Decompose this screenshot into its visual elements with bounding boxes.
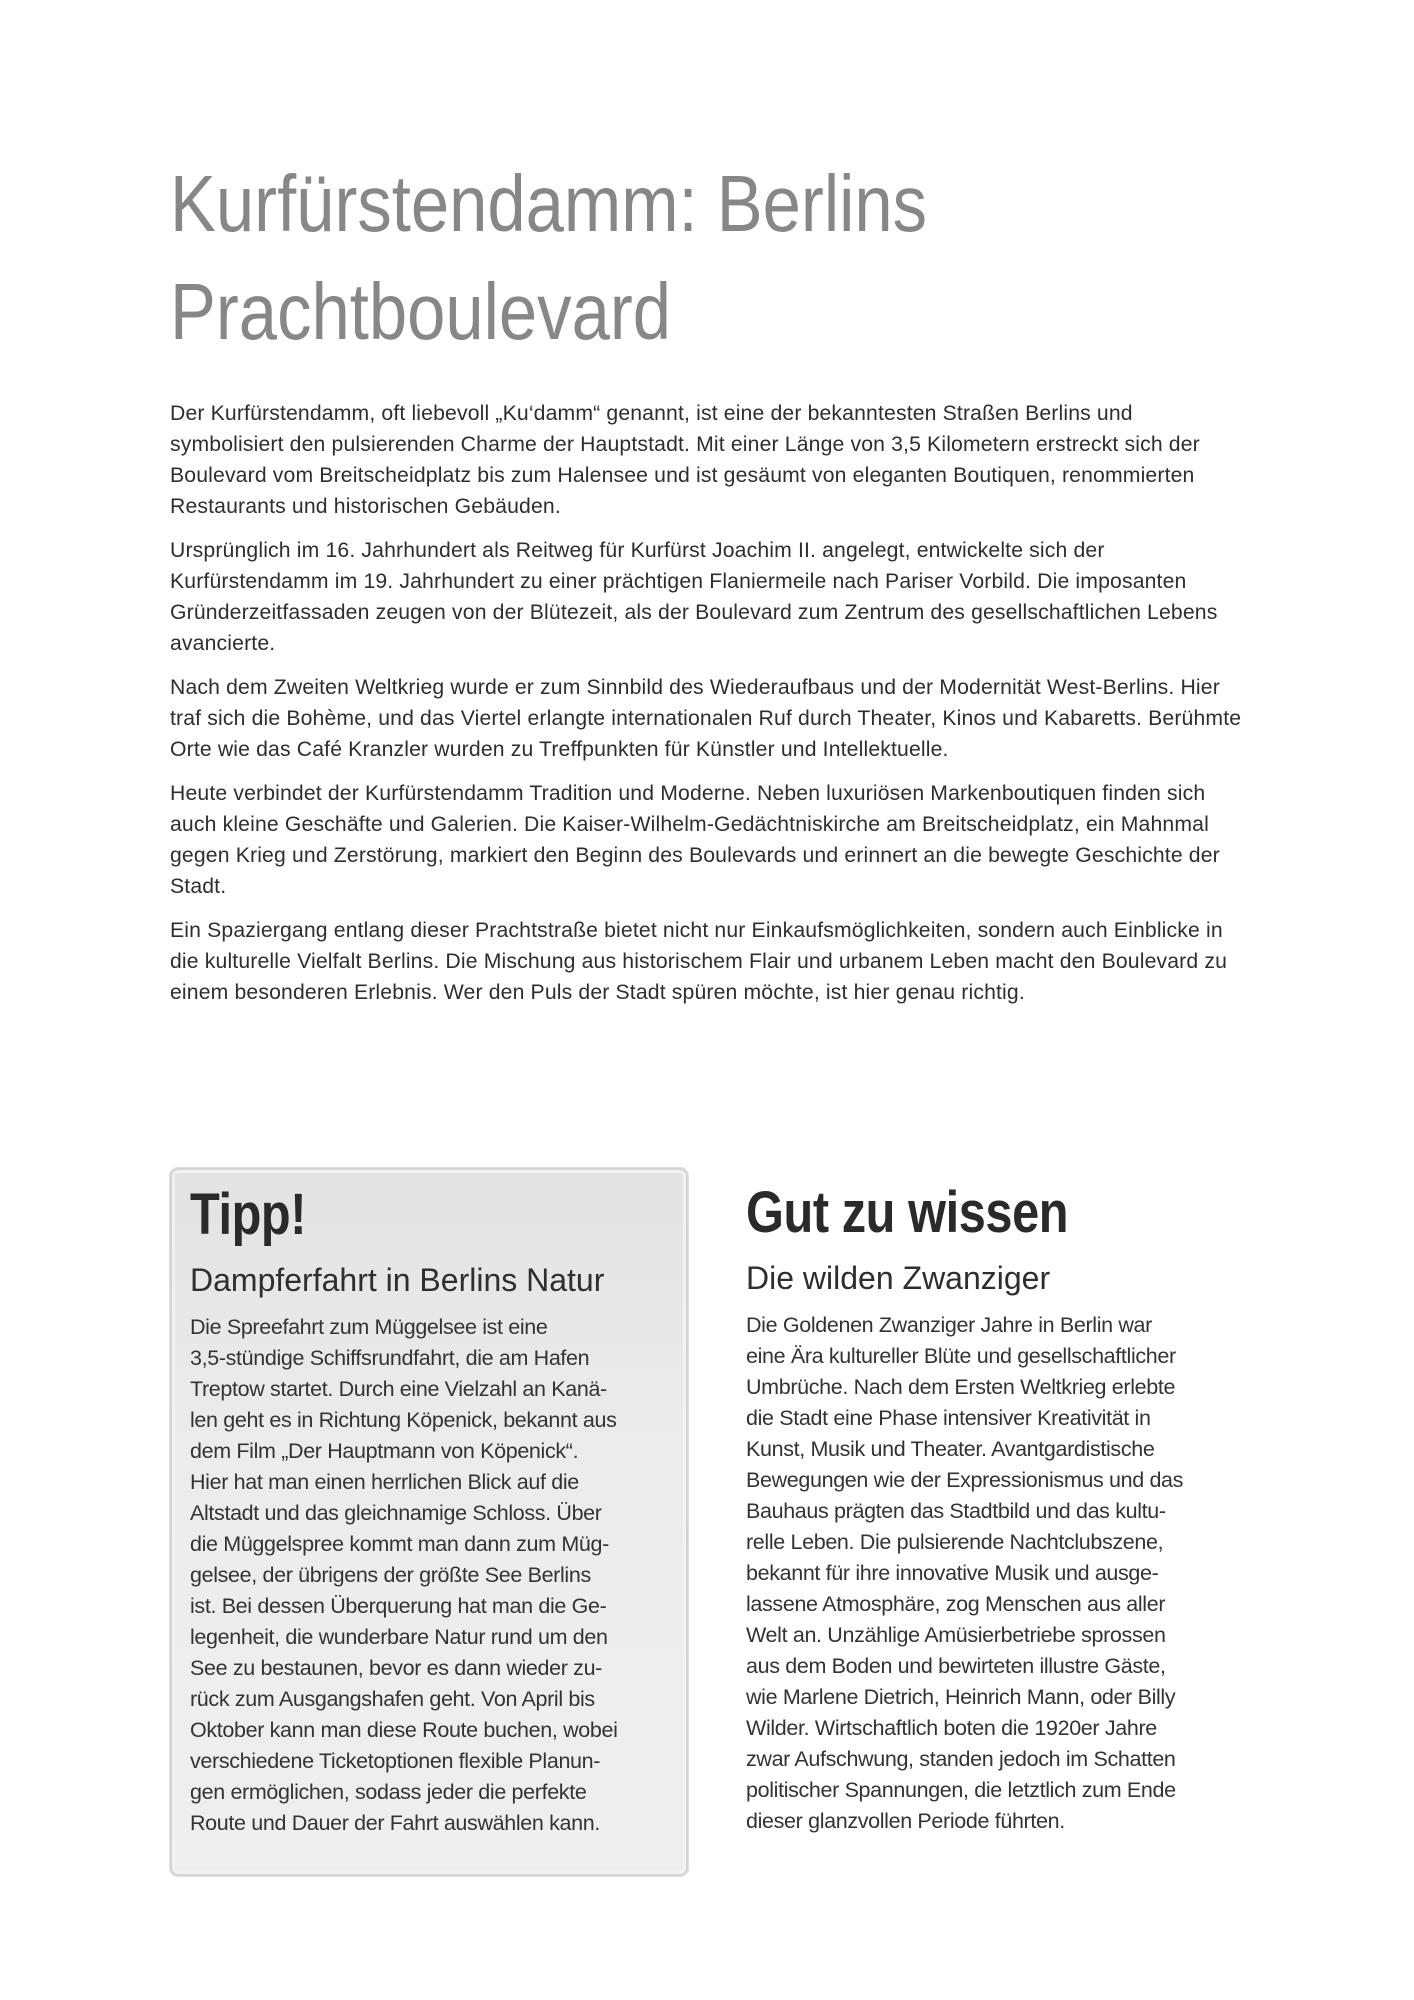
tip-line: gelsee, der übrigens der größte See Berlins: [190, 1563, 591, 1587]
info-line: die Stadt eine Phase intensiver Kreativität in: [746, 1406, 1151, 1430]
info-line: Welt an. Unzählige Amüsierbetriebe sprossen: [746, 1623, 1166, 1647]
info-line: Kunst, Musik und Theater. Avantgardistische: [746, 1437, 1155, 1461]
tip-line: Altstadt und das gleichnamige Schloss. Über: [190, 1501, 602, 1525]
intro-paragraph-5: Ein Spaziergang entlang dieser Prachtstraße bietet nicht nur Einkaufsmöglichkeiten, sondern auch Einblicke in die kulturelle Vielfalt Berlins. Die Mischung aus historischem Flair und urbanem Leben macht den Boulevard zu einem besonderen Erlebnis. Wer den Puls der Stadt spüren möchte, ist hier genau richtig.: [170, 919, 1228, 1004]
info-line: bekannt für ihre innovative Musik und ausge-: [746, 1561, 1159, 1585]
page-title-line-1: Kurfürstendamm: Berlins: [170, 159, 928, 248]
tip-line: die Müggelspree kommt man dann zum Müg-: [190, 1532, 609, 1556]
intro-paragraph-2: Ursprünglich im 16. Jahrhundert als Reitweg für Kurfürst Joachim II. angelegt, entwickelte sich der Kurfürstendamm im 19. Jahrhundert zu einer prächtigen Flaniermeile nach Pariser Vorbild. Die imposanten Gründerzeitfassaden zeugen von der Blütezeit, als der Boulevard zum Zentrum des gesellschaftlichen Lebens avancierte.: [170, 539, 1218, 655]
info-line: aus dem Boden und bewirteten illustre Gäste,: [746, 1654, 1166, 1678]
tip-line: rück zum Ausgangshafen geht. Von April bis: [190, 1687, 595, 1711]
tip-line: gen ermöglichen, sodass jeder die perfekte: [190, 1780, 587, 1804]
info-line: lassene Atmosphäre, zog Menschen aus aller: [746, 1592, 1166, 1616]
info-column: [746, 1180, 1266, 1837]
intro-paragraph-1: Der Kurfürstendamm, oft liebevoll „Ku‘damm“ genannt, ist eine der bekanntesten Straßen Berlins und symbolisiert den pulsierenden Charme der Hauptstadt. Mit einer Länge von 3,5 Kilometern erstreckt sich der Boulevard vom Breitscheidplatz bis zum Halensee und ist gesäumt von eleganten Boutiquen, renommierten Restaurants und historischen Gebäuden.: [170, 402, 1200, 518]
info-line: Wilder. Wirtschaftlich boten die 1920er Jahre: [746, 1716, 1157, 1740]
tip-box: [170, 1168, 688, 1876]
tip-line: Treptow startet. Durch eine Vielzahl an Kanä-: [190, 1377, 607, 1401]
intro-paragraph-3: Nach dem Zweiten Weltkrieg wurde er zum Sinnbild des Wiederaufbaus und der Modernität West-Berlins. Hier traf sich die Bohème, und das Viertel erlangte internationalen Ruf durch Theater, Kinos und Kabaretts. Berühmte Orte wie das Café Kranzler wurden zu Treffpunkten für Künstler und Intellektuelle.: [170, 676, 1242, 761]
tip-content: [190, 1182, 690, 1839]
info-text: [746, 1310, 1266, 1837]
intro-section: [170, 398, 1250, 1021]
info-subheading: Die wilden Zwanziger: [746, 1260, 1051, 1296]
tip-line: Oktober kann man diese Route buchen, wobei: [190, 1718, 618, 1742]
info-line: eine Ära kultureller Blüte und gesellschaftlicher: [746, 1344, 1176, 1368]
tip-line: See zu bestaunen, bevor es dann wieder zu-: [190, 1656, 602, 1680]
info-line: dieser glanzvollen Periode führten.: [746, 1809, 1065, 1833]
info-line: Bewegungen wie der Expressionismus und das: [746, 1468, 1184, 1492]
page-title: [170, 150, 1116, 366]
tip-line: Route und Dauer der Fahrt auswählen kann.: [190, 1811, 600, 1835]
intro-paragraph-4: Heute verbindet der Kurfürstendamm Tradition und Moderne. Neben luxuriösen Markenboutiquen finden sich auch kleine Geschäfte und Galerien. Die Kaiser-Wilhelm-Gedächtniskirche am Breitscheidplatz, ein Mahnmal gegen Krieg und Zerstörung, markiert den Beginn des Boulevards und erinnert an die bewegte Geschichte der Stadt.: [170, 782, 1220, 898]
info-line: Bauhaus prägten das Stadtbild und das kultu-: [746, 1499, 1166, 1523]
info-line: Die Goldenen Zwanziger Jahre in Berlin war: [746, 1313, 1152, 1337]
info-line: Umbrüche. Nach dem Ersten Weltkrieg erlebte: [746, 1375, 1176, 1399]
tip-heading: Tipp!: [190, 1182, 307, 1247]
tip-line: len geht es in Richtung Köpenick, bekannt aus: [190, 1408, 617, 1432]
tip-line: Die Spreefahrt zum Müggelsee ist eine: [190, 1315, 548, 1339]
tip-line: Hier hat man einen herrlichen Blick auf die: [190, 1470, 579, 1494]
tip-line: verschiedene Ticketoptionen flexible Planun-: [190, 1749, 601, 1773]
tip-line: ist. Bei dessen Überquerung hat man die Ge-: [190, 1594, 607, 1618]
info-heading: Gut zu wissen: [746, 1180, 1069, 1245]
info-line: politischer Spannungen, die letztlich zum Ende: [746, 1778, 1176, 1802]
tip-line: 3,5-stündige Schiffsrundfahrt, die am Hafen: [190, 1346, 590, 1370]
info-line: zwar Aufschwung, standen jedoch im Schatten: [746, 1747, 1176, 1771]
tip-line: legenheit, die wunderbare Natur rund um den: [190, 1625, 608, 1649]
info-line: relle Leben. Die pulsierende Nachtclubszene,: [746, 1530, 1164, 1554]
info-line: wie Marlene Dietrich, Heinrich Mann, oder Billy: [746, 1685, 1176, 1709]
page-title-line-2: Prachtboulevard: [170, 267, 672, 356]
tip-line: dem Film „Der Hauptmann von Köpenick“.: [190, 1439, 579, 1463]
tip-text: [190, 1312, 690, 1839]
tip-subheading: Dampferfahrt in Berlins Natur: [190, 1262, 605, 1298]
